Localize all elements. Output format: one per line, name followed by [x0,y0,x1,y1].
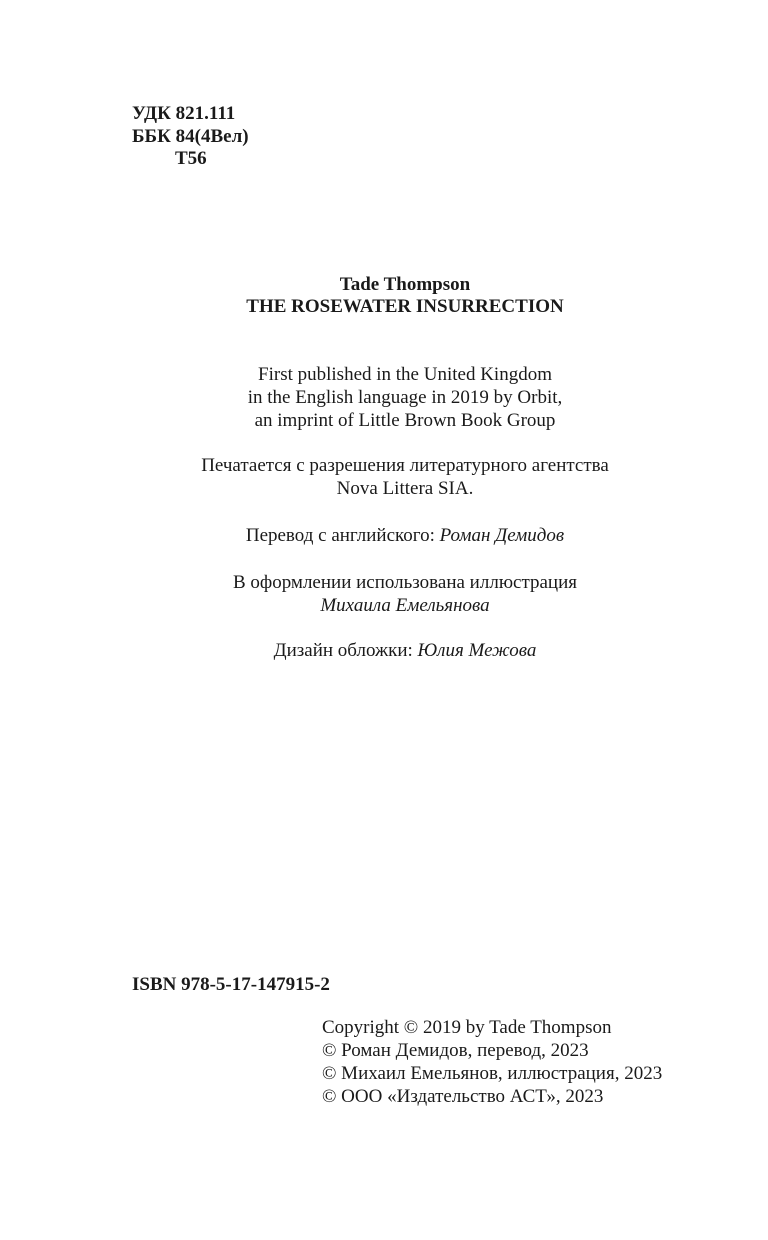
illustration-label: В оформлении использована иллюстрация [232,572,577,593]
udk-code: УДК 821.111 [132,103,236,124]
permission-line: Nova Littera SIA. [336,478,474,499]
translation-credit [0,525,768,547]
publication-line: in the English language in 2019 by Orbit, [247,387,563,408]
illustrator-name: Михаила Емельянова [320,595,490,616]
translation-label: Перевод с английского: [245,525,435,546]
book-title: THE ROSEWATER INSURRECTION [246,296,564,317]
cover-design-label: Дизайн обложки: [273,640,413,661]
copyright-line: © Михаил Емельянов, иллюстрация, 2023 [322,1063,663,1084]
bbk-code: ББК 84(4Вел) [132,126,249,147]
publication-line: an imprint of Little Brown Book Group [254,410,556,431]
cover-designer-name: Юлия Межова [417,640,537,661]
translator-name: Роман Демидов [439,525,565,546]
author-code: Т56 [175,148,207,169]
permission-line: Печатается с разрешения литературного агентства [201,455,609,476]
publication-line: First published in the United Kingdom [258,364,552,385]
copyright-line: Copyright © 2019 by Tade Thompson [322,1017,612,1038]
copyright-line: © ООО «Издательство АСТ», 2023 [322,1086,604,1107]
book-author: Tade Thompson [339,274,471,295]
copyright-line: © Роман Демидов, перевод, 2023 [322,1040,589,1061]
isbn: ISBN 978-5-17-147915-2 [132,974,330,995]
cover-design-credit [0,640,768,662]
